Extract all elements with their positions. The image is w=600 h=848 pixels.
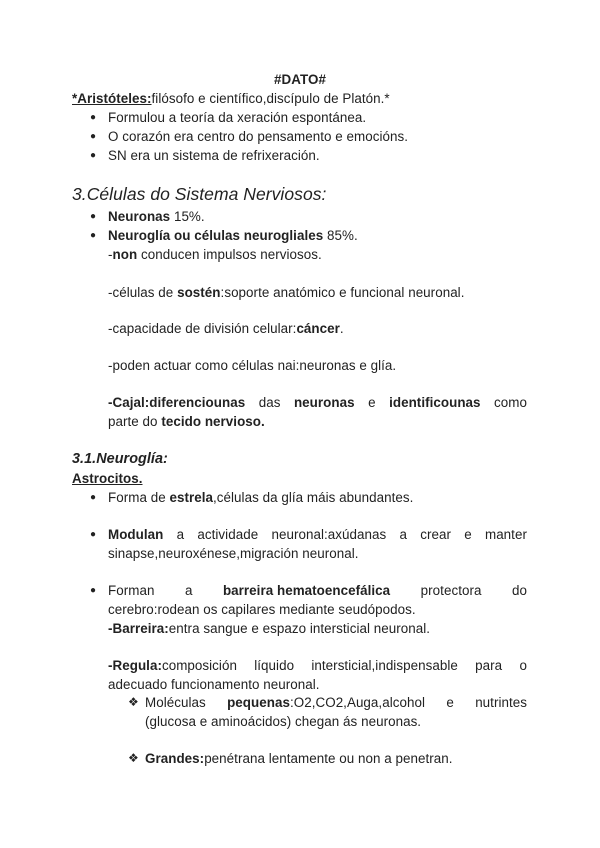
word: protectora	[420, 583, 482, 598]
grandes-label: Grandes:	[145, 751, 205, 766]
aristoteles-line	[72, 90, 390, 107]
justified-line	[108, 657, 527, 674]
neuronas-label: Neuronas	[108, 209, 171, 224]
text-line: cerebro:rodean os capilares mediante seudópodos.	[108, 602, 416, 617]
bold-word: tecido nervioso.	[161, 414, 265, 429]
list-item	[108, 489, 413, 506]
text: conducen impulsos nerviosos.	[137, 247, 322, 262]
bold-word: estrela	[169, 490, 214, 505]
barreira-label: -Barreira:	[108, 621, 169, 636]
text-line	[108, 620, 430, 637]
bullet-icon: ●	[90, 492, 97, 503]
word: identificounas	[389, 395, 481, 410]
bullet-icon: ●	[90, 230, 97, 241]
bold-word: sostén	[177, 285, 221, 300]
word: manter	[484, 527, 527, 542]
text: -capacidade de división celular:	[108, 321, 297, 336]
subsection-heading: 3.1.Neuroglía:	[72, 451, 168, 467]
text-line	[145, 750, 453, 767]
justified-line	[108, 394, 527, 411]
word: nutrintes	[475, 695, 527, 710]
text-line	[108, 246, 322, 263]
word: intersticial,indispensable	[311, 658, 458, 673]
bullet-icon: ●	[90, 131, 97, 142]
bullet-icon: ●	[90, 211, 97, 222]
list-item: SN era un sistema de refrixeración.	[108, 148, 320, 163]
diamond-bullet-icon: ❖	[128, 695, 139, 709]
word: Forman	[108, 583, 155, 598]
page-title: #DATO#	[274, 72, 326, 87]
word: Modulan	[108, 527, 164, 542]
dash: -	[108, 247, 113, 262]
section-heading: 3.Células do Sistema Nerviosos:	[72, 184, 327, 204]
text-line: (glucosa e aminoácidos) chegan ás neuronas.	[145, 714, 422, 729]
text-line	[108, 284, 464, 301]
word: crear	[420, 527, 451, 542]
justified-line	[145, 694, 527, 711]
word: -Regula:composición	[108, 658, 237, 673]
word: Moléculas	[145, 695, 206, 710]
justified-line	[108, 526, 527, 543]
bullet-icon: ●	[90, 529, 97, 540]
neuroglia-value: 85%.	[323, 228, 358, 243]
word: neuronal:axúdanas	[271, 527, 387, 542]
text-line: sinapse,neuroxénese,migración neuronal.	[108, 546, 359, 561]
word: como	[494, 395, 527, 410]
list-item	[108, 208, 205, 225]
list-item	[108, 227, 358, 244]
bullet-icon: ●	[90, 585, 97, 596]
word: e	[464, 527, 472, 542]
word: para	[475, 658, 503, 673]
text: :soporte anatómico e funcional neuronal.	[220, 285, 465, 300]
diamond-bullet-icon: ❖	[128, 751, 139, 765]
regula-rest: composición	[161, 658, 237, 673]
justified-line	[108, 582, 527, 599]
bullet-icon: ●	[90, 150, 97, 161]
word: neuronas	[293, 395, 355, 410]
text-line	[108, 320, 344, 337]
word: e	[446, 695, 454, 710]
list-item: O corazón era centro do pensamento e emocións.	[108, 129, 409, 144]
text: .	[339, 321, 344, 336]
word: líquido	[254, 658, 295, 673]
text-line	[108, 413, 265, 430]
text: parte do	[108, 414, 162, 429]
word: das	[258, 395, 281, 410]
aristoteles-text: filósofo e científico,discípulo de Platón.*	[151, 91, 390, 106]
word: a	[399, 527, 407, 542]
astrocitos-heading: Astrocitos.	[72, 471, 143, 486]
text-line: -poden actuar como células nai:neuronas e glía.	[108, 358, 397, 373]
word: -Cajal:diferenciounas	[108, 395, 246, 410]
word: actividade	[197, 527, 259, 542]
bullet-icon: ●	[90, 112, 97, 123]
bold-word: non	[112, 247, 138, 262]
neuroglia-label: Neuroglía ou células neurogliales	[108, 228, 324, 243]
aristoteles-label: *Aristóteles:	[72, 91, 152, 106]
text-line: adecuado funcionamento neuronal.	[108, 677, 320, 692]
text: ,células da glía máis abundantes.	[213, 490, 414, 505]
word: e	[368, 395, 376, 410]
word: a	[184, 583, 193, 598]
word: barreira hematoencefálica	[222, 583, 391, 598]
bold-word: cáncer	[296, 321, 340, 336]
text: Forma de	[108, 490, 170, 505]
text: penétrana lentamente ou non a penetran.	[204, 751, 453, 766]
word: do	[511, 583, 527, 598]
word: a	[176, 527, 185, 542]
word: o	[519, 658, 527, 673]
text: -células de	[108, 285, 178, 300]
list-item: Formulou a teoría da xeración espontánea.	[108, 110, 367, 125]
text: entra sangue e espazo intersticial neuronal.	[168, 621, 431, 636]
word: pequenas:O2,CO2,Auga,alcohol	[227, 695, 425, 710]
neuronas-value: 15%.	[170, 209, 205, 224]
